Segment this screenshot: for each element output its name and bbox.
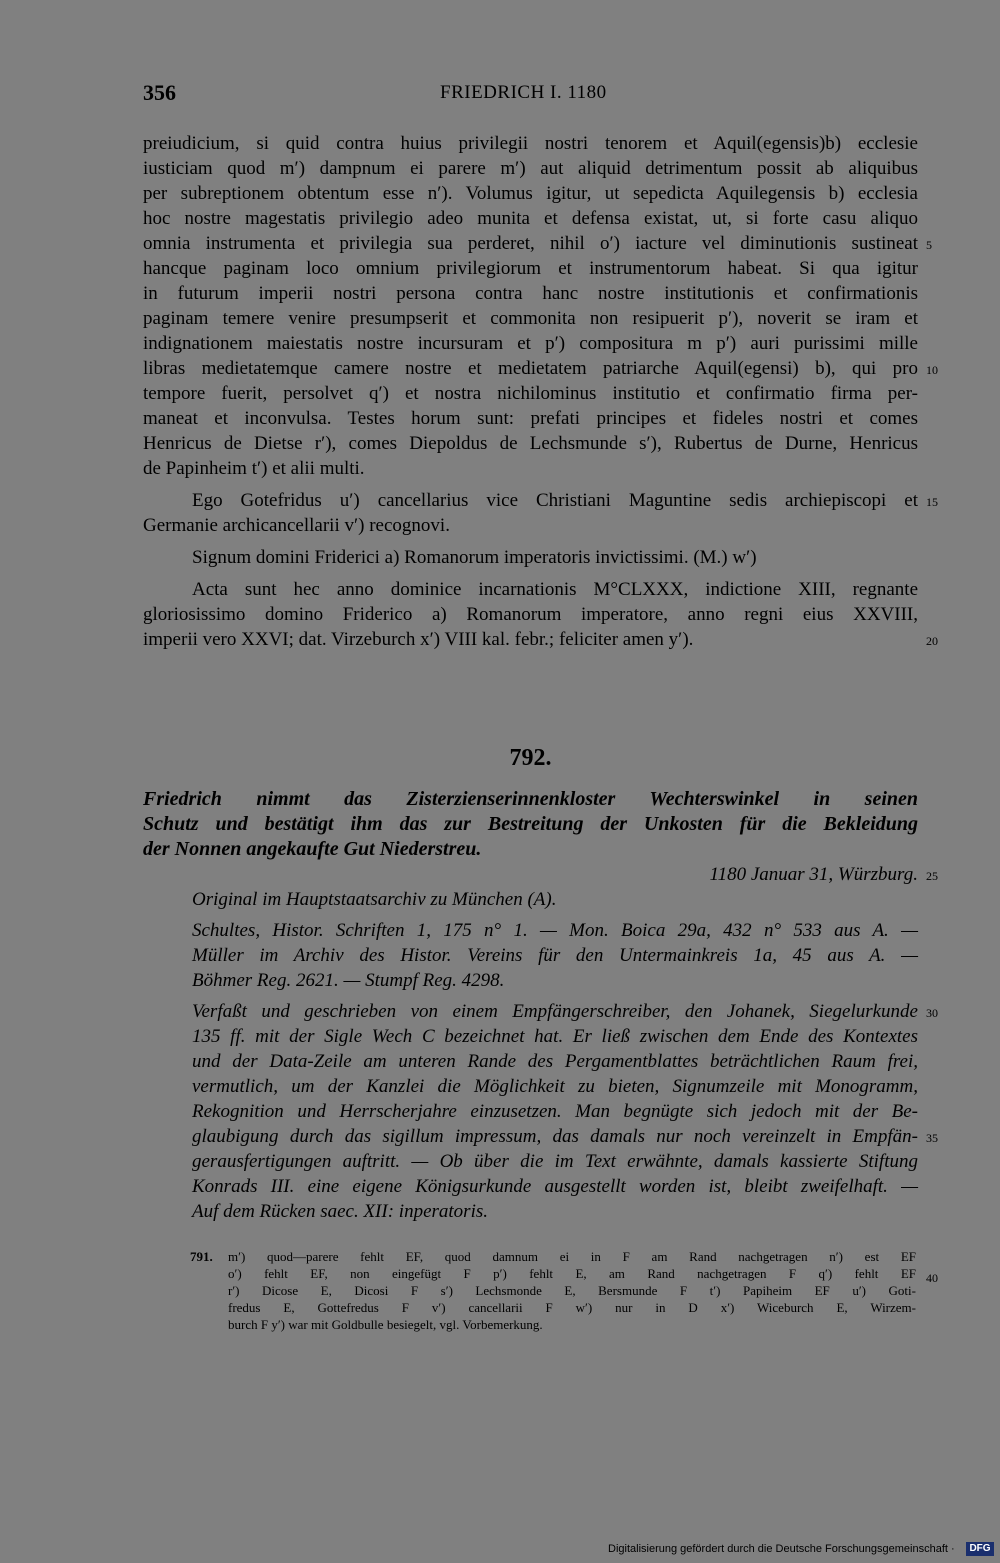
text-line: indignationem maiestatis nostre incursuram et p′) compositura m p′) auri purissimi mille: [143, 333, 918, 354]
text-line: Ego Gotefridus u′) cancellarius vice Christiani Maguntine sedis archiepiscopi et: [192, 490, 918, 511]
text-line: hancque paginam loco omnium privilegiorum et instrumentorum habeat. Si qua igitur: [143, 258, 918, 279]
running-title: FRIEDRICH I. 1180: [440, 82, 607, 103]
text-line: hoc nostre magestatis privilegio adeo munita et defensa existat, ut, si forte casu aliquo: [143, 208, 918, 229]
remark-line: glaubigung durch das sigillum impressum, das damals nur noch vereinzelt in Empfän-: [192, 1126, 918, 1147]
line-number: 15: [926, 495, 938, 509]
remark-line: und der Data-Zeile am unteren Rande des Pergamentblattes beträchtlichen Raum frei,: [192, 1051, 918, 1072]
text-line: preiudicium, si quid contra huius privilegii nostri tenorem et Aquil(egensis)b) ecclesie: [143, 133, 918, 154]
footnote-line: o′) fehlt EF, non eingefügt F p′) fehlt E, am Rand nachgetragen F q′) fehlt EF: [228, 1266, 916, 1281]
editions-line: Müller im Archiv des Histor. Vereins für den Untermainkreis 1a, 45 aus A. —: [192, 945, 918, 966]
summary-line: Friedrich nimmt das Zisterzienserinnenkloster Wechterswinkel in seinen: [143, 788, 918, 810]
page-number: 356: [143, 80, 176, 105]
text-line: omnia instrumenta et privilegia sua perderet, nihil o′) iacture vel diminutionis sustineat: [143, 233, 918, 254]
line-number: 20: [926, 634, 938, 648]
remark-line: Rekognition und Herrscherjahre einzusetzen. Man begnügte sich jedoch mit der Be-: [192, 1101, 918, 1122]
text-line: Acta sunt hec anno dominice incarnationis M°CLXXX, indictione XIII, regnante: [192, 579, 918, 600]
document-number: 792.: [509, 745, 552, 771]
text-line: per subreptionem obtentum esse n′). Volumus igitur, ut sepedicta Aquilegensis b) ecclesia: [143, 183, 918, 204]
footnote-line: fredus E, Gottefredus F v′) cancellarii F w′) nur in D x′) Wiceburch E, Wirzem-: [228, 1300, 916, 1315]
summary-line: Schutz und bestätigt ihm das zur Bestreitung der Unkosten für die Bekleidung: [143, 813, 918, 835]
text-line: Germanie archicancellarii v′) recognovi.: [143, 515, 450, 536]
editions-line: Schultes, Histor. Schriften 1, 175 n° 1. — Mon. Boica 29a, 432 n° 533 aus A. —: [192, 920, 918, 941]
remark-line: Auf dem Rücken saec. XII: inperatoris.: [192, 1201, 488, 1222]
line-number: 40: [926, 1271, 938, 1285]
remark-line: vermutlich, um der Kanzlei die Möglichkeit zu bieten, Signumzeile mit Monogramm,: [192, 1076, 918, 1097]
text-line: Signum domini Friderici a) Romanorum imperatoris invictissimi. (M.) w′): [192, 547, 757, 568]
remark-line: Verfaßt und geschrieben von einem Empfängerschreiber, den Johanek, Siegelurkunde: [192, 1001, 918, 1022]
text-line: tempore fuerit, persolvet q′) et nostra nichilominus institutio et confirmatio firma per-: [143, 383, 918, 404]
text-line: gloriosissimo domino Friderico a) Romanorum imperatore, anno regni eius XXVIII,: [143, 604, 918, 625]
footnote-line: burch F y′) war mit Goldbulle besiegelt, vgl. Vorbemerkung.: [228, 1317, 543, 1332]
line-number: 25: [926, 869, 938, 883]
date-place: 1180 Januar 31, Würzburg.: [709, 864, 918, 885]
text-line: iusticiam quod m′) dampnum ei parere m′) aut aliquid detrimentum possit ab aliquibus: [143, 158, 918, 179]
original-note: Original im Hauptstaatsarchiv zu München (A).: [192, 889, 557, 910]
text-line: libras medietatemque camere nostre et medietatem patriarche Aquil(egensi) b), qui pro: [143, 358, 918, 379]
summary-line: der Nonnen angekaufte Gut Niederstreu.: [143, 838, 482, 860]
text-line: de Papinheim t′) et alii multi.: [143, 458, 365, 479]
text-line: Henricus de Dietse r′), comes Diepoldus de Lechsmunde s′), Rubertus de Durne, Henricus: [143, 433, 918, 454]
digitization-credit: Digitalisierung gefördert durch die Deutsche Forschungsgemeinschaft ·: [608, 1543, 955, 1555]
line-number: 30: [926, 1006, 938, 1020]
editions-line: Böhmer Reg. 2621. — Stumpf Reg. 4298.: [192, 970, 505, 991]
footnote-line: r′) Dicose E, Dicosi F s′) Lechsmonde E, Bersmunde F t′) Papiheim EF u′) Goti-: [228, 1283, 916, 1298]
text-line: maneat et inconvulsa. Testes horum sunt: prefati principes et fideles nostri et comes: [143, 408, 918, 429]
line-number: 35: [926, 1131, 938, 1145]
line-number: 10: [926, 363, 938, 377]
dfg-logo: DFG: [966, 1542, 994, 1556]
remark-line: gerausfertigungen auftritt. — Ob über die im Text erwähnte, damals kassierte Stiftung: [192, 1151, 918, 1172]
text-line: in futurum imperii nostri persona contra hanc nostre institutionis et confirmationis: [143, 283, 918, 304]
text-line: paginam temere venire presumpserit et commonita non resipuerit p′), noverit se iram et: [143, 308, 918, 329]
line-number: 5: [926, 238, 932, 252]
footnote-line: m′) quod—parere fehlt EF, quod damnum ei in F am Rand nachgetragen n′) est EF: [228, 1249, 916, 1264]
footnote-label: 791.: [190, 1249, 213, 1264]
text-line: imperii vero XXVI; dat. Virzeburch x′) VIII kal. febr.; feliciter amen y′).: [143, 629, 694, 650]
remark-line: 135 ff. mit der Sigle Wech C bezeichnet hat. Er ließ zwischen dem Ende des Kontextes: [192, 1026, 918, 1047]
remark-line: Konrads III. eine eigene Königsurkunde ausgestellt worden ist, bleibt zweifelhaft. —: [192, 1176, 918, 1197]
